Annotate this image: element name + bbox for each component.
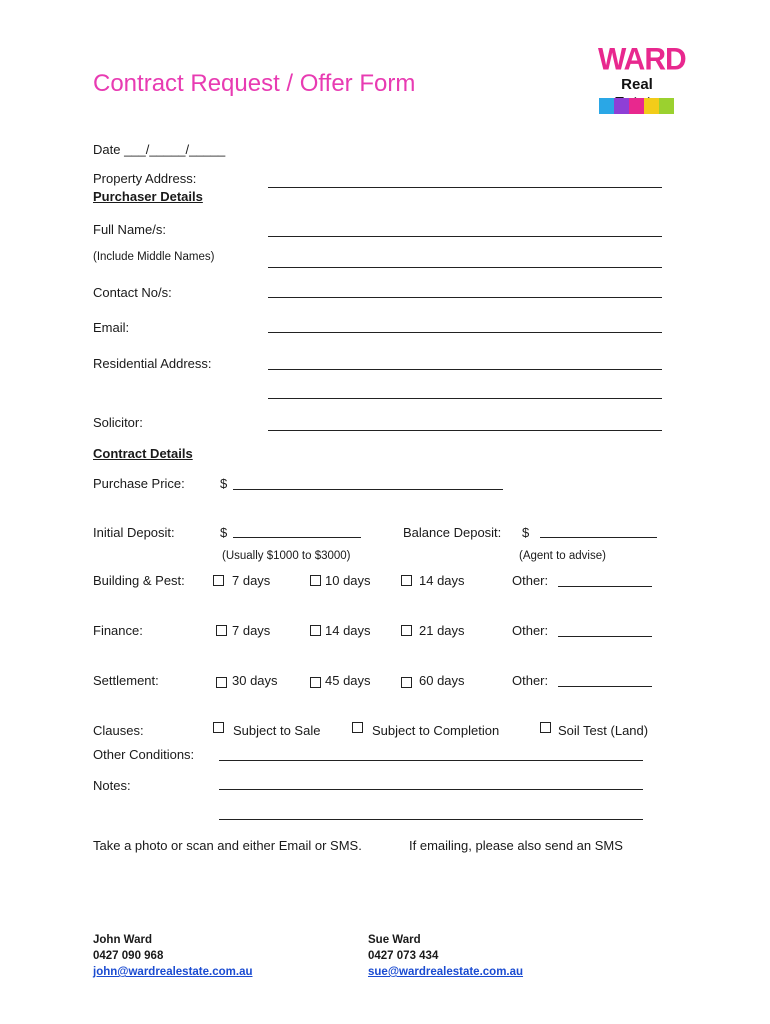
balance-deposit-note: (Agent to advise) [519, 550, 606, 562]
contact-label: Contact No/s: [93, 285, 172, 300]
logo-color-bar [659, 98, 674, 114]
purchase-price-label: Purchase Price: [93, 476, 185, 491]
settlement-checkbox-45[interactable] [310, 677, 321, 688]
solicitor-line[interactable] [268, 430, 662, 431]
property-address-line[interactable] [268, 187, 662, 188]
purchase-price-line[interactable] [233, 489, 503, 490]
clause-option-label: Soil Test (Land) [558, 723, 649, 738]
instruction-text: Take a photo or scan and either Email or SMS. [93, 838, 362, 853]
building-pest-checkbox-10[interactable] [310, 575, 321, 586]
contact-name: Sue Ward [368, 934, 421, 946]
settlement-checkbox-30[interactable] [216, 677, 227, 688]
residential-address-line[interactable] [268, 369, 662, 370]
contact-card-john [93, 932, 252, 980]
building-pest-option-label: 7 days [232, 573, 271, 588]
page-title: Contract Request / Offer Form [93, 70, 416, 97]
initial-deposit-label: Initial Deposit: [93, 525, 175, 540]
building-pest-label: Building & Pest: [93, 573, 185, 588]
contact-line[interactable] [268, 297, 662, 298]
settlement-option-label: 60 days [419, 673, 465, 688]
logo-word: WARD [598, 42, 686, 77]
ward-logo [598, 42, 686, 116]
notes-label: Notes: [93, 778, 131, 793]
other-conditions-line[interactable] [219, 760, 643, 761]
balance-deposit-line[interactable] [540, 537, 657, 538]
settlement-option-label: 45 days [325, 673, 371, 688]
email-line[interactable] [268, 332, 662, 333]
logo-subtitle: Real [621, 76, 653, 93]
building-pest-other-label: Other: [512, 573, 549, 588]
initial-deposit-currency: $ [220, 525, 228, 540]
finance-option-label: 7 days [232, 623, 271, 638]
contact-phone: 0427 090 968 [93, 950, 164, 962]
finance-label: Finance: [93, 623, 143, 638]
instruction-sms-text: If emailing, please also send an SMS [409, 838, 623, 853]
clause-checkbox-subject-to-completion[interactable] [352, 722, 363, 733]
finance-checkbox-14[interactable] [310, 625, 321, 636]
contact-card-sue [368, 932, 523, 980]
logo-color-bar [644, 98, 659, 114]
contract-details-heading: Contract Details [93, 446, 193, 461]
initial-deposit-note: (Usually $1000 to $3000) [222, 550, 351, 562]
solicitor-label: Solicitor: [93, 415, 143, 430]
residential-address-label: Residential Address: [93, 356, 212, 371]
purchase-price-currency: $ [220, 476, 228, 491]
notes-line[interactable] [219, 789, 643, 790]
settlement-label: Settlement: [93, 673, 159, 688]
settlement-other-label: Other: [512, 673, 549, 688]
finance-checkbox-7[interactable] [216, 625, 227, 636]
contact-email-link[interactable]: john@wardrealestate.com.au [93, 966, 253, 978]
residential-address-line-2[interactable] [268, 398, 662, 399]
building-pest-checkbox-7[interactable] [213, 575, 224, 586]
finance-other-line[interactable] [558, 636, 652, 637]
clause-checkbox-soil-test[interactable] [540, 722, 551, 733]
clauses-label: Clauses: [93, 723, 144, 738]
building-pest-other-line[interactable] [558, 586, 652, 587]
initial-deposit-line[interactable] [233, 537, 361, 538]
building-pest-option-label: 14 days [419, 573, 465, 588]
clause-option-label: Subject to Completion [372, 723, 500, 738]
balance-deposit-label: Balance Deposit: [403, 525, 502, 540]
settlement-checkbox-60[interactable] [401, 677, 412, 688]
date-field[interactable]: Date ___/_____/_____ [93, 142, 226, 157]
purchaser-details-heading: Purchaser Details [93, 189, 203, 204]
full-names-line-2[interactable] [268, 267, 662, 268]
contact-email-link[interactable]: sue@wardrealestate.com.au [368, 966, 524, 978]
other-conditions-label: Other Conditions: [93, 747, 195, 762]
building-pest-checkbox-14[interactable] [401, 575, 412, 586]
clause-checkbox-subject-to-sale[interactable] [213, 722, 224, 733]
full-names-line[interactable] [268, 236, 662, 237]
logo-color-bar [629, 98, 644, 114]
email-label: Email: [93, 320, 130, 335]
clause-option-label: Subject to Sale [233, 723, 321, 738]
finance-option-label: 21 days [419, 623, 465, 638]
settlement-other-line[interactable] [558, 686, 652, 687]
balance-deposit-currency: $ [522, 525, 530, 540]
logo-color-bar [614, 98, 629, 114]
finance-option-label: 14 days [325, 623, 371, 638]
notes-line-2[interactable] [219, 819, 643, 820]
logo-color-bar [599, 98, 614, 114]
settlement-option-label: 30 days [232, 673, 278, 688]
full-names-label: Full Name/s: [93, 222, 166, 237]
finance-other-label: Other: [512, 623, 549, 638]
contact-phone: 0427 073 434 [368, 950, 439, 962]
middle-names-note: (Include Middle Names) [93, 251, 215, 263]
building-pest-option-label: 10 days [325, 573, 371, 588]
finance-checkbox-21[interactable] [401, 625, 412, 636]
property-address-label: Property Address: [93, 171, 197, 186]
contact-name: John Ward [93, 934, 152, 946]
